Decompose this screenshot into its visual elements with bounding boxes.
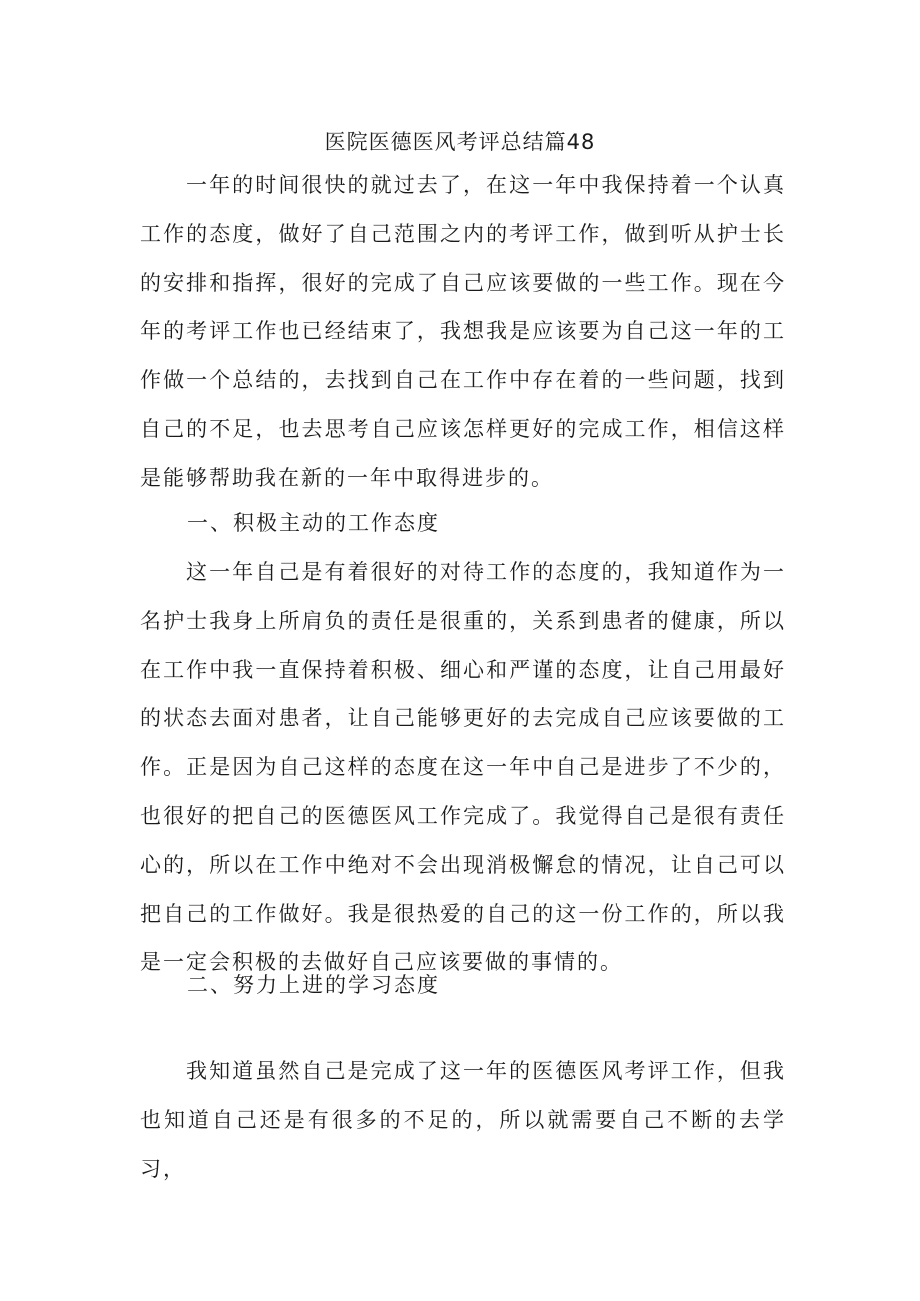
paragraph-intro: 一年的时间很快的就过去了，在这一年中我保持着一个认真工作的态度，做好了自己范围之内的考评工作，做到听从护士长的安排和指挥，很好的完成了自己应该要做的一些工作。现在今年的考评工作也已经结束了，我想我是应该要为自己这一年的工作做一个总结的，去找到自己在工作中存在着的一些问题，找到自己的不足，也去思考自己应该怎样更好的完成工作，相信这样是能够帮助我在新的一年中取得进步的。 xyxy=(140,173,786,490)
section-heading-2: 二、努力上进的学习态度 xyxy=(187,973,440,997)
paragraph-work-attitude: 这一年自己是有着很好的对待工作的态度的，我知道作为一名护士我身上所肩负的责任是很重的，关系到患者的健康，所以在工作中我一直保持着积极、细心和严谨的态度，让自己用最好的状态去面对患者，让自己能够更好的去完成自己应该要做的工作。正是因为自己这样的态度在这一年中自己是进步了不少的，也很好的把自己的医德医风工作完成了。我觉得自己是很有责任心的，所以在工作中绝对不会出现消极懈怠的情况，让自己可以把自己的工作做好。我是很热爱的自己的这一份工作的，所以我是一定会积极的去做好自己应该要做的事情的。 xyxy=(140,560,786,975)
document-title: 医院医德医风考评总结篇48 xyxy=(324,130,596,154)
section-heading-1: 一、积极主动的工作态度 xyxy=(187,511,440,535)
paragraph-study-attitude: 我知道虽然自己是完成了这一年的医德医风考评工作，但我也知道自己还是有很多的不足的，所以就需要自己不断的去学习， xyxy=(140,1059,786,1181)
